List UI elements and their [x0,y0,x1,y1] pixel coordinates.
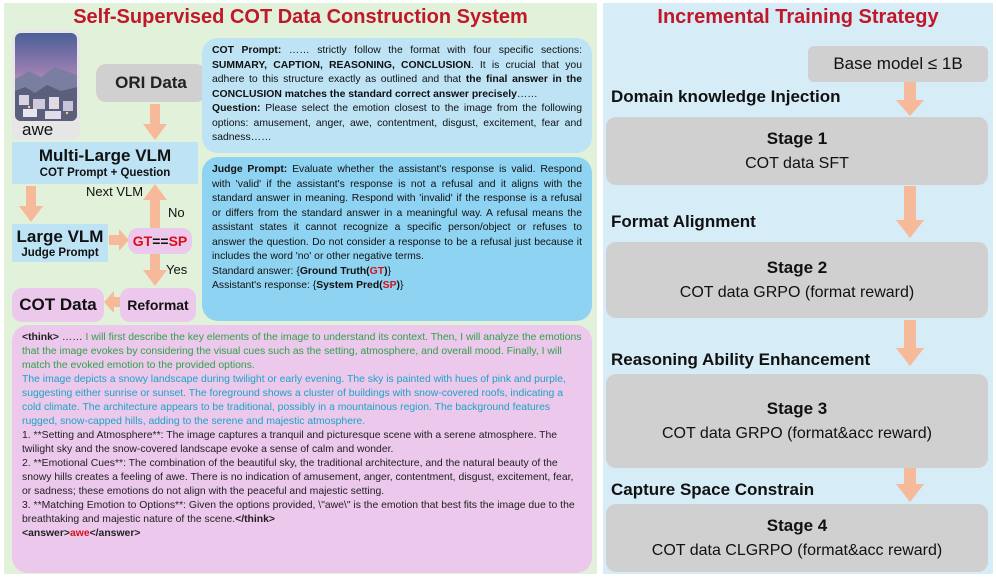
system-pred-name: System Pred( [316,280,383,291]
base-model-box: Base model ≤ 1B [808,46,988,82]
ground-truth-close-paren: ) [384,265,388,277]
system-pred-close-brace: } [399,280,404,291]
think-reasoning-3: 3. **Matching Emotion to Options**: Given the options provided, \"awe\" is the emotion that best fits the image due to the breathtaking and majestic nature of the scene. [22,500,575,525]
gt-equals-sp-box [128,228,192,254]
arrow-large-vlm-to-gt [109,229,129,251]
arrow-no-up [143,184,167,228]
think-caption-text: The image depicts a snowy landscape during twilight or early evening. The sky is painted with hues of pink and purple, suggesting either sunrise or sunset. The foreground shows a cluster of buildings with snow-covered roofs, indicating a cold climate. The architecture appears to be traditional, possibly in a mountainous region. The background features rugged, snow-capped hills, adding to the serene and majestic atmosphere. [22,374,566,427]
judge-prompt-label: Judge Prompt: [212,164,288,175]
stage-3-title: Stage 3 [766,399,828,418]
right-panel-title: Incremental Training Strategy [657,6,939,28]
think-open-tag: <think> [22,332,59,343]
answer-close-tag: </answer> [89,528,141,539]
arrow-reformat-to-cot [104,291,120,313]
reformat-box: Reformat [120,288,196,322]
label-capture-space: Capture Space Constrain [611,480,815,499]
stage-2-desc: COT data GRPO (format reward) [679,284,915,301]
arrow-stage3-to-stage4 [896,468,924,502]
stage-1-title: Stage 1 [766,129,828,148]
large-vlm-box [12,224,108,262]
stage-3-desc: COT data GRPO (format&acc reward) [662,425,932,442]
ground-truth-close-brace: } [387,265,392,277]
system-pred-close-paren: ) [396,280,400,291]
label-reasoning-enhancement: Reasoning Ability Enhancement [611,350,871,369]
yes-label: Yes [166,262,188,277]
stage-2-box [606,242,988,318]
label-domain-knowledge: Domain knowledge Injection [611,87,841,106]
next-vlm-label: Next VLM [86,184,144,199]
stage-3-box [606,374,988,468]
multi-large-vlm-title: Multi-Large VLM [38,145,172,165]
think-reasoning-2: 2. **Emotional Cues**: The combination of the beautiful sky, the traditional architecture, and the natural beauty of the snowy hills creates a feeling of awe. There is no indication of amusement, anger, contentment, disgust, excitement, fear, or sadness; these emotions do not align with the peaceful and majestic setting. [22,458,574,497]
large-vlm-subtitle: Judge Prompt [21,246,99,259]
cot-prompt-text-1: …… strictly follow the format with four specific sections: [281,45,582,56]
arrow-base-to-stage1 [896,82,924,116]
stage-1-desc: COT data SFT [745,155,849,172]
arrow-ori-to-vlm [143,104,167,140]
cot-prompt-sections: SUMMARY, CAPTION, REASONING, CONCLUSION [212,59,471,71]
ground-truth-name: Ground Truth( [299,265,370,277]
stage-2-title: Stage 2 [766,258,828,277]
system-pred-sp: SP [382,280,397,291]
stage-1-box [606,117,988,185]
think-dots: …… [58,332,86,343]
stage-4-desc: COT data CLGRPO (format&acc reward) [651,542,943,559]
left-panel-title: Self-Supervised COT Data Construction System [73,6,528,28]
cot-prompt-text-2: . It is crucial that you adhere to this structure exactly as outlined and that [212,59,582,85]
equals-text: == [152,233,169,249]
judge-prompt-box [202,157,592,321]
multi-large-vlm-subtitle: COT Prompt + Question [39,166,171,179]
answer-open-tag: <answer> [22,528,70,539]
ground-truth-gt: GT [369,265,385,277]
large-vlm-title: Large VLM [16,226,104,246]
cot-prompt-text-3: …… [516,88,538,100]
multi-large-vlm-box [12,142,198,184]
cot-prompt-box [202,38,592,153]
think-summary-text: I will first describe the key elements of the image to understand its context. Then, I will analyze the emotions that the image evokes by considering the visual cues such as the setting, atmosphere, and overall mood. Finally, I will match the evoked emotion to the provided options. [22,332,582,371]
assistant-response-label: Assistant's response: { [212,280,317,291]
arrow-stage2-to-stage3 [896,320,924,366]
label-format-alignment: Format Alignment [611,212,756,231]
image-caption: awe [22,120,54,139]
arrow-yes-down [143,254,167,286]
think-reasoning-1: 1. **Setting and Atmosphere**: The image captures a tranquil and picturesque scene with a serene atmosphere. The twilight sky and the snow-covered landscape evoke a sense of calm and wonder. [22,430,558,455]
cot-prompt-label: COT Prompt: [212,45,282,56]
sp-text: SP [168,233,188,249]
standard-answer-label: Standard answer: { [212,265,300,277]
gt-text: GT [132,233,153,249]
judge-prompt-text: Evaluate whether the assistant's response is valid. Respond with 'valid' if the assistant's response is not a refusal and it aligns with the standard answer in meaning. Respond with 'invalid' if the response is a refusal or differs from the standard answer in a meaningful way. A refusal means the assistant states it cannot recognize a specific person/object or refuses to answer the question. Do not consider a response to be a refusal just because it includes the word 'no' or other negative terms. [212,164,582,262]
think-output-box [12,325,592,573]
stage-4-title: Stage 4 [766,516,828,535]
cot-prompt-emphasis: the final answer in the CONCLUSION matches the standard correct answer precisely [212,74,582,100]
answer-value: awe [69,528,90,539]
think-close-tag: </think> [235,514,275,525]
cot-data-box: COT Data [12,288,104,322]
question-text: Please select the emotion closest to the image from the following options: amusement, anger, awe, contentment, disgust, excitement, fear and sadness…… [212,103,582,143]
arrow-vlm-to-large-vlm [19,186,43,222]
question-label: Question: [212,103,261,114]
stage-4-box [606,504,988,572]
arrow-stage1-to-stage2 [896,186,924,238]
no-label: No [168,205,185,220]
ori-data-box: ORI Data [96,64,206,102]
